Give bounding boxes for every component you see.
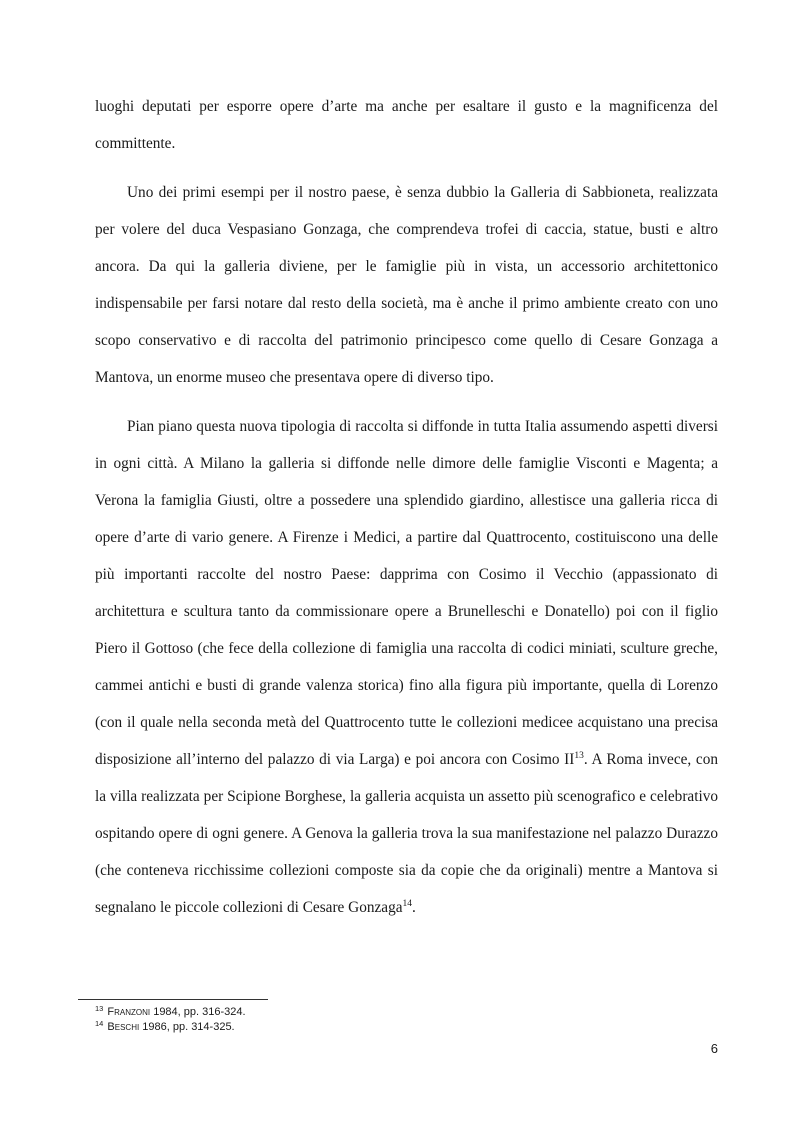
footnote-reference[interactable]: 13: [574, 751, 584, 761]
paragraph-continuation: luoghi deputati per esporre opere d’arte ma anche per esaltare il gusto e la magnificenza del committente.: [95, 98, 718, 152]
paragraph-italian-collections: [95, 408, 718, 926]
footnote-number: 13: [95, 1004, 104, 1013]
footnote-separator: [78, 999, 268, 1000]
page-body: [95, 88, 718, 938]
page-number: 6: [710, 1041, 718, 1056]
paragraph-sabbioneta: Uno dei primi esempi per il nostro paese, è senza dubbio la Galleria di Sabbioneta, realizzata per volere del duca Vespasiano Gonzaga, che comprendeva trofei di caccia, statue, busti e altro ancora. Da qui la galleria diviene, per le famiglie più in vista, un accessorio architettonico indispensabile per farsi notare dal resto della società, ma è anche il primo ambiente creato con uno scopo conservativo e di raccolta del patrimonio principesco come quello di Cesare Gonzaga a Mantova, un enorme museo che presentava opere di diverso tipo.: [95, 184, 718, 386]
footnotes: [95, 1005, 715, 1035]
footnote-author: Beschi: [107, 1021, 140, 1033]
footnote-item: [95, 1020, 715, 1035]
footnote-item: [95, 1005, 715, 1020]
paragraph-text: . A Roma invece, con la villa realizzata per Scipione Borghese, la galleria acquista un assetto più scenografico e celebrativo ospitando opere di ogni genere. A Genova la galleria trova la sua manifestazione nel palazzo Durazzo (che conteneva ricchissime collezioni composte sia da copie che da originali) mentre a Mantova si segnalano le piccole collezioni di Cesare Gonzaga: [95, 751, 718, 916]
footnote-citation: 1986, pp. 314-325.: [139, 1021, 235, 1033]
footnote-number: 14: [95, 1019, 104, 1028]
footnote-citation: 1984, pp. 316-324.: [150, 1006, 246, 1018]
footnote-reference[interactable]: 14: [402, 899, 413, 909]
paragraph-text: Pian piano questa nuova tipologia di raccolta si diffonde in tutta Italia assumendo aspetti diversi in ogni città. A Milano la galleria si diffonde nelle dimore delle famiglie Visconti e Magenta; a Verona la famiglia Giusti, oltre a possedere una splendido giardino, allestisce una galleria ricca di opere d’arte di vario genere. A Firenze i Medici, a partire dal Quattrocento, costituiscono una delle più importanti raccolte del nostro Paese: dapprima con Cosimo il Vecchio (appassionato di architettura e scultura tanto da commissionare opere a Brunelleschi e Donatello) poi con il figlio Piero il Gottoso (che fece della collezione di famiglia una raccolta di codici miniati, sculture greche, cammei antichi e busti di grande valenza storica) fino alla figura più importante, quella di Lorenzo (con il quale nella seconda metà del Quattrocento tutte le collezioni medicee acquistano una precisa disposizione all’interno del palazzo di via Larga) e poi ancora con Cosimo II: [95, 418, 718, 768]
paragraph-text: .: [412, 899, 416, 916]
footnote-author: Franzoni: [107, 1006, 151, 1018]
